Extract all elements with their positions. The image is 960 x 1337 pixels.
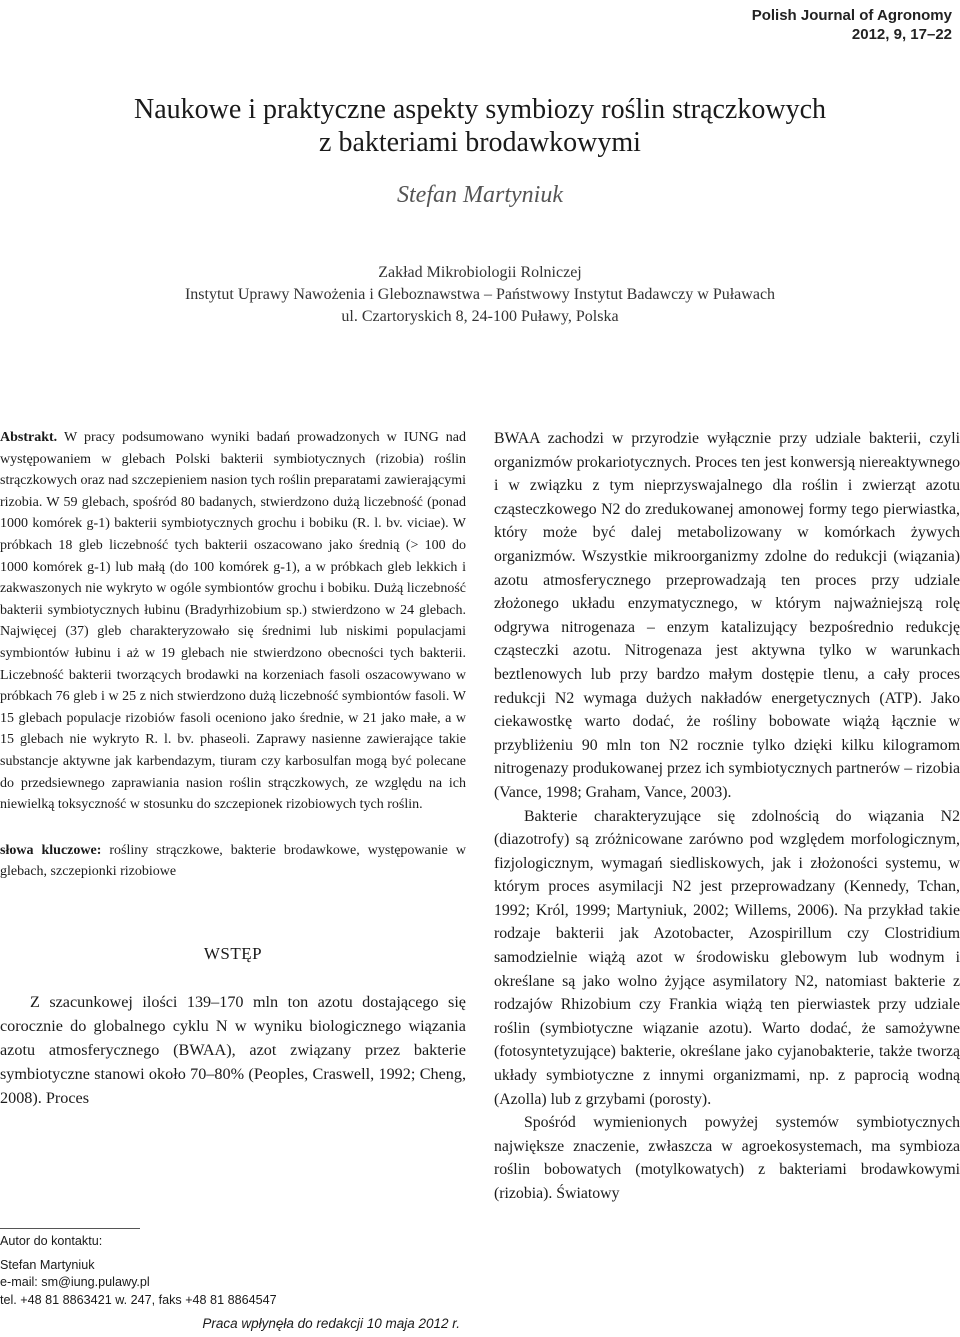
contact-name: Stefan Martyniuk bbox=[0, 1257, 95, 1272]
contact-label: Autor do kontaktu: bbox=[0, 1234, 103, 1248]
abstract-text: W pracy podsumowano wyniki badań prowadzonych w IUNG nad występowaniem w glebach Polski bakterii symbiotycznych (rizobia) roślin strączkowych oraz nad szczepieniem nasion tych roślin preparatami zawierającymi rizobia. W 59 glebach, spośród 80 badanych, stwierdzono dużą liczebność (ponad 1000 komórek g-1) bakterii symbiotycznych grochu i bobiku (R. l. bv. viciae). W próbkach 18 gleb liczebność tych bakterii oszacowano jako średnią (> 100 do 1000 komórek g-1) lub małą (do 100 komórek g-1), a w próbkach gleb lekkich i zakwaszonych nie wykryto w ogóle symbiontów grochu i bobiku. Dużą liczebność bakterii symbiotycznych łubinu (Bradyrhizobium sp.) stwierdzono w 24 glebach. Najwięcej (37) gleb charakteryzowało się średnimi lub niskimi populacjami symbiontów łubinu i aż w 19 glebach nie stwierdzono obecności tych bakterii. Liczebność bakterii tworzących brodawki na korzeniach fasoli oszacowywano w próbkach 76 gleb i w 25 z nich stwierdzono dużą liczebność symbiontów fasoli. W 15 glebach populacje rizobiów fasoli oceniono jako średnie, w 21 jako małe, a w 15 glebach nie wykryto R. l. bv. phaseoli. Zaprawy nasienne zawierające takie substancje aktywne jak karbendazym, tiuram czy karbosulfan mogą być polecane do przedsiewnego zaprawiania nasion roślin strączkowych, ze względu na ich niewielką toksyczność w stosunku do szczepionek rizobiowych tych roślin. bbox=[0, 430, 466, 813]
contact-email: e-mail: sm@iung.pulawy.pl bbox=[0, 1275, 150, 1289]
paragraph-2: Bakterie charakteryzujące się zdolnością do wiązania N2 (diazotrofy) są zróżnicowane zarówno pod względem morfologicznym, fizjologicznym, wymagań siedliskowych, jak i złożoności systemu, w którym proces asymilacji N2 jest przeprowadzany (Kennedy, Tchan, 1992; Król, 1999; Martyniuk, 2002; Willems, 2006). Na przykład takie rodzaje bakterii jak Azotobacter, Azospirillum czy Clostridium samodzielnie wiążą azot w środowisku glebowym lub wodnym i określane są jako wolno żyjące asymilatory N2, natomiast bakterie z rodzajów Rhizobium czy Frankia wiążą ten pierwiastek przy udziale roślin (symbiotyczne wiązanie azotu). Warto dodać, że samożywne (fotosyntetyzujące) bakterie, określane jako cyjanobakterie, także tworzą układy symbiotyczne z innymi organizmami, np. z paprocią wodną (Azolla) lub z grzybami (porosty). bbox=[494, 807, 960, 1108]
article-title bbox=[0, 93, 960, 159]
title-line-2: z bakteriami brodawkowymi bbox=[319, 127, 641, 158]
journal-header bbox=[752, 6, 952, 44]
right-column bbox=[494, 427, 960, 1206]
received-date: Praca wpłynęła do redakcji 10 maja 2012 r. bbox=[202, 1316, 460, 1331]
contact-phone: tel. +48 81 8863421 w. 247, faks +48 81 8864547 bbox=[0, 1292, 277, 1307]
affiliation-line-1: Zakład Mikrobiologii Rolniczej bbox=[378, 264, 582, 281]
journal-issue: 2012, 9, 17–22 bbox=[851, 26, 952, 43]
intro-paragraph: Z szacunkowej ilości 139–170 mln ton azotu dostającego się corocznie do globalnego cyklu N w wyniku biologicznego wiązania azotu atmosferycznego (BWAA), azot związany przez bakterie symbiotyczne stanowi około 70–80% (Peoples, Craswell, 1992; Cheng, 2008). Proces bbox=[0, 993, 466, 1108]
affiliation-line-3: ul. Czartoryskich 8, 24-100 Puławy, Polska bbox=[341, 308, 619, 325]
title-line-1: Naukowe i praktyczne aspekty symbiozy roślin strączkowych bbox=[133, 94, 826, 125]
paragraph-3: Spośród wymienionych powyżej systemów symbiotycznych największe znaczenie, zwłaszcza w agroekosystemach, ma symbioza roślin bobowatych (motylkowatych) z bakteriami brodawkowymi (rizobia). Światowy bbox=[494, 1114, 960, 1202]
contact-block bbox=[0, 1228, 277, 1309]
abstract-label: Abstrakt. bbox=[0, 430, 58, 445]
left-column bbox=[0, 427, 466, 1110]
paragraph-1: BWAA zachodzi w przyrodzie wyłącznie przy udziale bakterii, czyli organizmów prokariotycznych. Proces ten jest konwersją niereaktywnego i w związku z tym nieprzyswajalnego dla roślin i zwierząt azotu cząsteczkowego N2 do zredukowanej amonowej formy tego pierwiastka, który może być dalej metabolizowany w komórkach żywych organizmów. Wszystkie mikroorganizmy zdolne do redukcji (wiązania) azotu atmosferycznego przeprowadzają ten proces przy udziale złożonego układu enzymatycznego, w którym najważniejszą rolę odgrywa nitrogenaza – enzym katalizujący bezpośrednio redukcję cząsteczki azotu. Nitrogenaza jest aktywna tylko w warunkach beztlenowych lub przy bardzo małym dostępie tlenu, a cały proces redukcji N2 wymaga dużych nakładów energetycznych (ATP). Jako ciekawostkę warto dodać, że rośliny bobowate wiążą łącznie w przybliżeniu 90 mln ton N2 rocznie tylko dzięki kilku kilogramom nitrogenazy produkowanej przez ich symbiotycznych partnerów – rizobia (Vance, 1998; Graham, Vance, 2003). bbox=[494, 430, 960, 801]
keywords-label: słowa kluczowe: bbox=[0, 842, 102, 858]
author-name: Stefan Martyniuk bbox=[397, 182, 563, 208]
affiliation bbox=[0, 262, 960, 328]
section-title: WSTĘP bbox=[203, 943, 263, 963]
abstract bbox=[0, 427, 466, 816]
keywords bbox=[0, 840, 466, 883]
affiliation-line-2: Instytut Uprawy Nawożenia i Gleboznawstwa – Państwowy Instytut Badawczy w Puławach bbox=[184, 286, 776, 303]
keywords-text: rośliny strączkowe, bakterie brodawkowe, występowanie w glebach, szczepionki rizobiowe bbox=[0, 842, 466, 880]
journal-name: Polish Journal of Agronomy bbox=[751, 7, 952, 24]
